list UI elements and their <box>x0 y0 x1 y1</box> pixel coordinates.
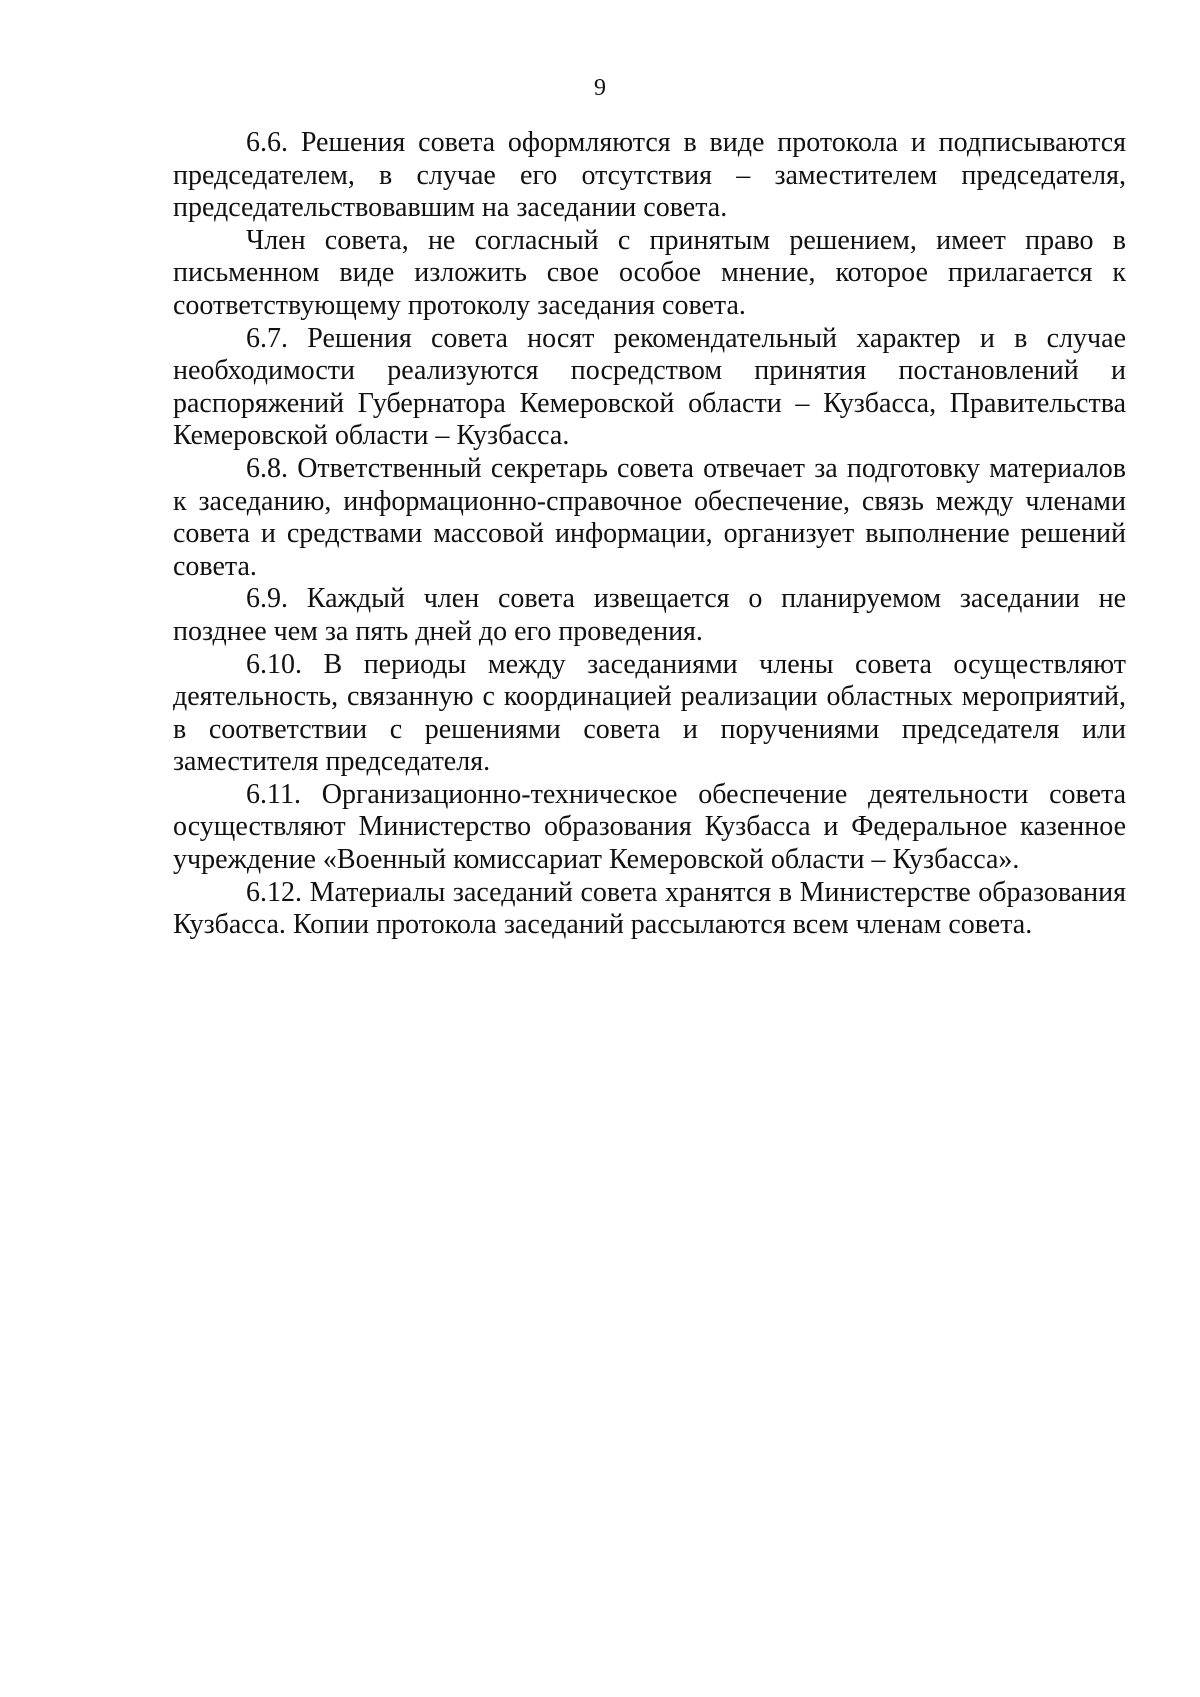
document-body <box>173 127 1126 942</box>
paragraph-6-9: 6.9. Каждый член совета извещается о планируемом заседании не позднее чем за пять дней до его проведения. <box>173 583 1126 647</box>
paragraph-6-12: 6.12. Материалы заседаний совета хранятся в Министерстве образования Кузбасса. Копии протокола заседаний рассылаются всем членам совета. <box>173 876 1126 941</box>
paragraph-6-11: 6.11. Организационно-техническое обеспечение деятельности совета осуществляют Министерство образования Кузбасса и Федеральное казенное учреждение «Военный комиссариат Кемеровской области – Кузбасса». <box>173 778 1126 876</box>
paragraph-6-6-dissent: Член совета, не согласный с принятым решением, имеет право в письменном виде изложить свое особое мнение, которое прилагается к соответствующему протоколу заседания совета. <box>173 224 1126 321</box>
paragraph-6-7: 6.7. Решения совета носят рекомендательный характер и в случае необходимости реализуются посредством принятия постановлений и распоряжений Губернатора Кемеровской области – Кузбасса, Правительства Кемеровской области – Кузбасса. <box>173 322 1126 452</box>
paragraph-6-6: 6.6. Решения совета оформляются в виде протокола и подписываются председателем, в случае его отсутствия – заместителем председателя, председательствовавшим на заседании совета. <box>173 127 1126 224</box>
page-number: 9 <box>594 75 606 101</box>
paragraph-6-10: 6.10. В периоды между заседаниями члены совета осуществляют деятельность, связанную с координацией реализации областных мероприятий, в соответствии с решениями совета и поручениями председателя или заместителя председателя. <box>173 648 1126 778</box>
paragraph-6-8: 6.8. Ответственный секретарь совета отвечает за подготовку материалов к заседанию, информационно-справочное обеспечение, связь между членами совета и средствами массовой информации, организует выполнение решений совета. <box>173 452 1126 582</box>
